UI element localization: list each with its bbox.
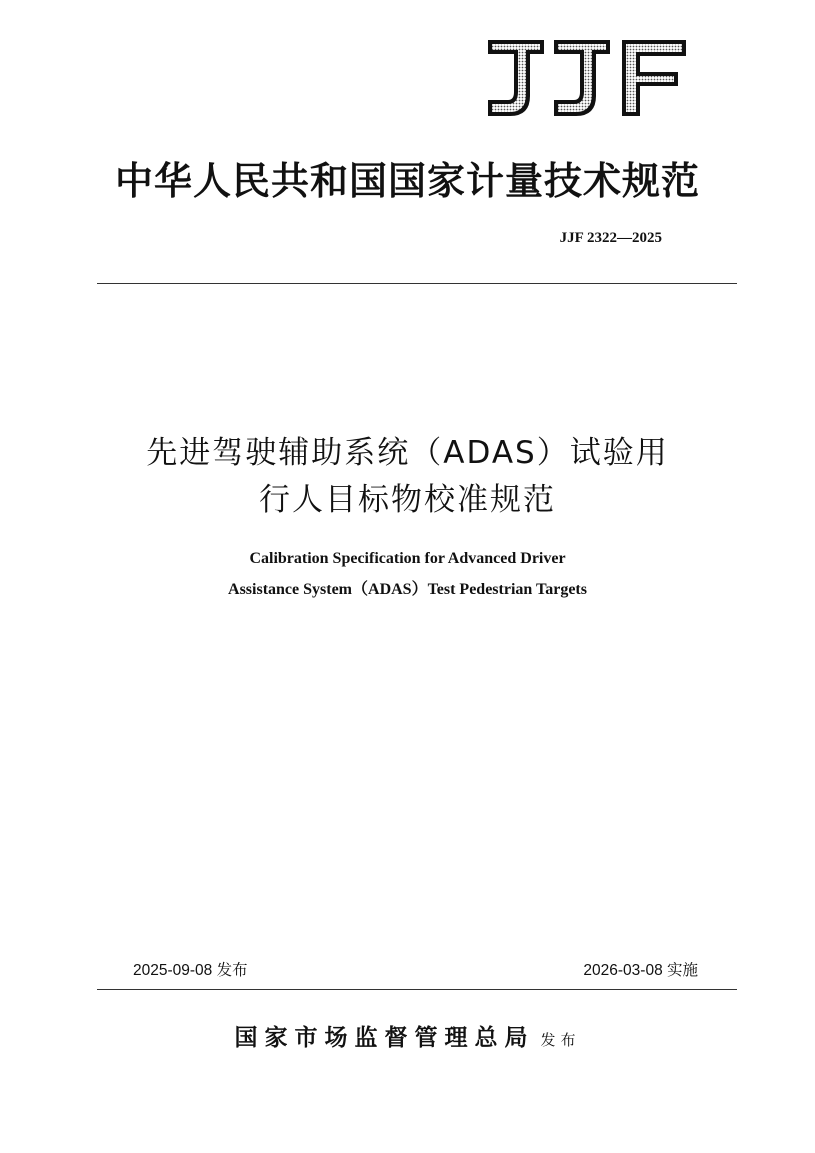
english-title-line-1: Calibration Specification for Advanced Driver <box>249 550 566 567</box>
standard-number: JJF 2322—2025 <box>559 230 662 246</box>
english-title-line-2: Assistance System（ADAS）Test Pedestrian Targets <box>228 581 587 598</box>
publisher-action: 发布 <box>540 1031 581 1049</box>
logo-letter-j1 <box>488 40 544 116</box>
publisher-name: 国家市场监督管理总局 <box>234 1024 535 1051</box>
issue-date: 2025-09-08 发布 <box>133 962 248 979</box>
logo-letter-f <box>622 40 686 116</box>
chinese-title-line-2: 行人目标物校准规范 <box>259 482 556 518</box>
implementation-date: 2026-03-08 实施 <box>583 962 698 979</box>
divider-bottom <box>97 989 737 990</box>
org-title: 中华人民共和国国家计量技术规范 <box>114 159 700 203</box>
chinese-title-line-1: 先进驾驶辅助系统（ADAS）试验用 <box>146 435 669 471</box>
divider-top <box>97 283 737 284</box>
logo-letter-j2 <box>554 40 610 116</box>
publisher-line <box>0 1019 815 1052</box>
jjf-emblem-icon <box>482 36 690 120</box>
